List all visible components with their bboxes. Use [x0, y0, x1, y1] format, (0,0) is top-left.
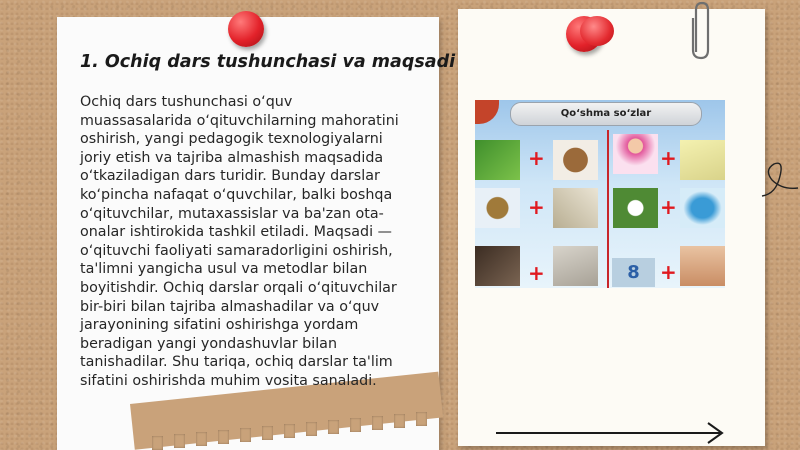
slide-divider — [607, 130, 609, 288]
plus-sign: + — [528, 195, 545, 219]
plus-sign: + — [528, 261, 545, 285]
section-title: 1. Ochiq dars tushunchasi va maqsadi — [80, 52, 456, 72]
shovel-image — [680, 140, 725, 180]
plus-sign: + — [660, 195, 677, 219]
pushpin-icon — [228, 11, 264, 47]
seeds-image — [475, 246, 520, 286]
autumn-leaf-icon — [475, 100, 499, 124]
stork-image — [613, 188, 658, 228]
walnut-image — [553, 140, 598, 180]
paperclip-icon — [688, 0, 714, 62]
section-paragraph: Ochiq dars tushunchasi o‘quv muassasalarida o‘qituvchilarning mahoratini oshirish, yangi pedagogik texnologiyalarni joriy etish va tajriba almashish maqsadida o‘tkaziladigan dars turidir. Bunday darslar ko‘pincha nafaqat o‘quvchilar, balki boshqa o‘qituvchilar, mutaxassislar va ba'zan ota- onalar ishtirokida tashkil etiladi. Maqsadi — o‘qituvchi faoliyati samaradorligini oshirish, ta'limni yangicha usul va metodlar bilan boyitishdir. Ochiq darslar orqali o‘qituvchilar bir-biri bilan tajriba almashadilar va o‘quv jarayonining sifatini oshirishga yordam beradigan yangi yondashuvlar bilan tanishadilar. Shu tariqa, ochiq darslar ta'lim sifatini oshirishda muhim vosita sanaladi. — [80, 94, 399, 389]
chest-image — [475, 188, 520, 228]
plus-sign: + — [528, 146, 545, 170]
wheat-image — [553, 188, 598, 228]
girl-image — [613, 134, 658, 174]
pushpin-head — [580, 16, 614, 46]
plus-sign: + — [660, 260, 677, 284]
grass-image — [475, 140, 520, 180]
number-card: 8 — [612, 258, 655, 287]
curl-line-icon — [758, 150, 800, 210]
saw-image — [553, 246, 598, 286]
perforation-holes — [152, 402, 442, 442]
slide-preview — [475, 100, 725, 288]
cloud-image — [680, 188, 725, 228]
slide-tag: Qo‘shma so‘zlar — [510, 102, 702, 126]
arrow-right-icon[interactable] — [494, 418, 726, 448]
fingers-image — [680, 246, 725, 286]
plus-sign: + — [660, 146, 677, 170]
